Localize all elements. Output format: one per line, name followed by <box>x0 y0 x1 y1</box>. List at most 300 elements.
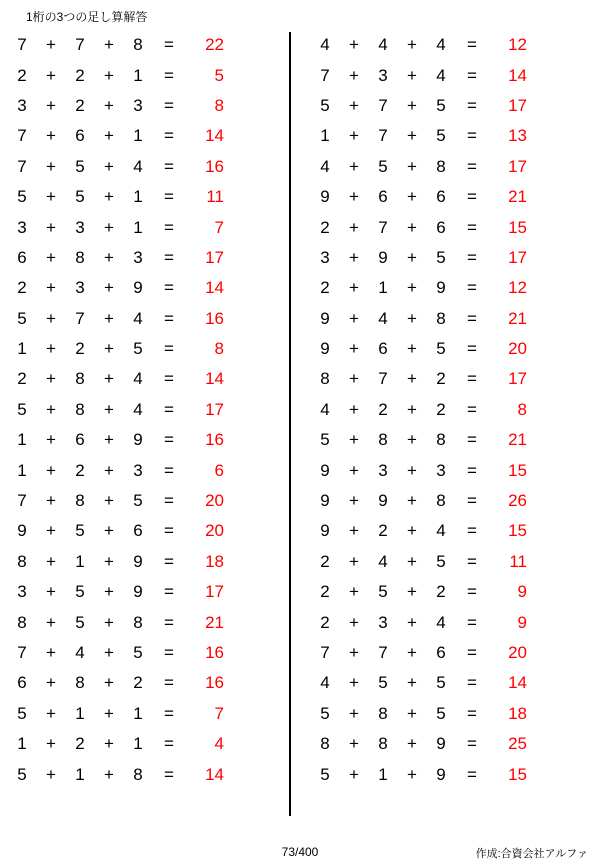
equals-icon: = <box>164 430 174 450</box>
answer-value: 15 <box>508 460 527 480</box>
equals-icon: = <box>467 643 477 662</box>
problem-row <box>8 699 297 729</box>
plus-icon: + <box>104 582 114 602</box>
operand-c: 1 <box>133 703 143 723</box>
operand-b: 2 <box>75 339 85 359</box>
equals-icon: = <box>164 156 174 176</box>
plus-icon: + <box>349 551 359 571</box>
plus-icon: + <box>349 643 359 662</box>
operand-c: 3 <box>436 460 446 480</box>
plus-icon: + <box>407 734 417 754</box>
answer-value: 14 <box>205 369 224 389</box>
answer-value: 12 <box>508 35 527 55</box>
answer-value: 15 <box>508 521 527 541</box>
plus-icon: + <box>104 673 114 693</box>
equals-icon: = <box>164 278 174 298</box>
operand-a: 4 <box>320 156 330 176</box>
operand-a: 4 <box>320 35 330 55</box>
problem-row <box>8 395 297 425</box>
equals-icon: = <box>164 65 174 85</box>
problem-row <box>8 182 297 212</box>
equals-icon: = <box>467 491 477 511</box>
problem-row <box>8 516 297 546</box>
plus-icon: + <box>349 399 359 419</box>
problem-row <box>311 91 600 121</box>
problem-row <box>311 60 600 90</box>
problem-row <box>311 486 600 516</box>
operand-a: 3 <box>17 582 27 602</box>
problem-row <box>8 30 297 60</box>
operand-c: 9 <box>133 551 143 571</box>
operand-b: 7 <box>75 308 85 328</box>
operand-c: 9 <box>436 764 446 784</box>
answer-value: 14 <box>205 278 224 298</box>
equals-icon: = <box>164 308 174 328</box>
page-title: 1桁の3つの足し算解答 <box>26 10 148 24</box>
operand-a: 5 <box>17 764 27 784</box>
operand-c: 6 <box>436 187 446 207</box>
operand-a: 9 <box>320 460 330 480</box>
plus-icon: + <box>349 491 359 511</box>
plus-icon: + <box>46 612 56 632</box>
operand-c: 8 <box>436 308 446 328</box>
problem-row <box>8 60 297 90</box>
operand-c: 5 <box>436 247 446 267</box>
problem-row <box>311 638 600 668</box>
operand-b: 8 <box>75 369 85 389</box>
plus-icon: + <box>407 35 417 55</box>
problem-row <box>311 395 600 425</box>
operand-c: 1 <box>133 734 143 754</box>
plus-icon: + <box>349 460 359 480</box>
plus-icon: + <box>46 551 56 571</box>
answer-value: 20 <box>205 521 224 541</box>
equals-icon: = <box>164 643 174 662</box>
operand-b: 4 <box>378 308 388 328</box>
operand-c: 5 <box>436 703 446 723</box>
operand-c: 5 <box>436 339 446 359</box>
operand-b: 9 <box>378 247 388 267</box>
problem-row <box>8 455 297 485</box>
plus-icon: + <box>407 156 417 176</box>
equals-icon: = <box>164 460 174 480</box>
equals-icon: = <box>164 521 174 541</box>
problem-row <box>8 486 297 516</box>
plus-icon: + <box>46 430 56 450</box>
operand-a: 5 <box>17 703 27 723</box>
left-column <box>0 30 297 820</box>
operand-b: 8 <box>75 491 85 511</box>
operand-c: 2 <box>133 673 143 693</box>
operand-b: 3 <box>75 278 85 298</box>
plus-icon: + <box>349 278 359 298</box>
equals-icon: = <box>164 399 174 419</box>
operand-b: 8 <box>75 247 85 267</box>
operand-b: 4 <box>75 643 85 662</box>
plus-icon: + <box>46 764 56 784</box>
operand-a: 9 <box>320 308 330 328</box>
answer-value: 17 <box>508 95 527 115</box>
answer-value: 5 <box>214 65 224 85</box>
equals-icon: = <box>467 582 477 602</box>
problem-row <box>311 364 600 394</box>
operand-a: 8 <box>17 551 27 571</box>
operand-b: 7 <box>378 369 388 389</box>
operand-c: 8 <box>133 612 143 632</box>
operand-a: 2 <box>17 65 27 85</box>
problem-row <box>8 364 297 394</box>
operand-c: 9 <box>436 278 446 298</box>
operand-c: 8 <box>436 430 446 450</box>
equals-icon: = <box>467 278 477 298</box>
equals-icon: = <box>467 247 477 267</box>
operand-a: 7 <box>17 491 27 511</box>
plus-icon: + <box>349 582 359 602</box>
operand-a: 7 <box>320 643 330 662</box>
equals-icon: = <box>467 460 477 480</box>
equals-icon: = <box>467 308 477 328</box>
operand-a: 7 <box>17 35 27 55</box>
plus-icon: + <box>407 65 417 85</box>
equals-icon: = <box>164 582 174 602</box>
problem-row <box>311 729 600 759</box>
operand-a: 4 <box>320 673 330 693</box>
plus-icon: + <box>46 399 56 419</box>
plus-icon: + <box>104 521 114 541</box>
operand-b: 2 <box>75 65 85 85</box>
problem-row <box>311 699 600 729</box>
problem-row <box>8 304 297 334</box>
answer-value: 21 <box>508 308 527 328</box>
answer-value: 8 <box>214 339 224 359</box>
plus-icon: + <box>349 247 359 267</box>
operand-a: 9 <box>320 339 330 359</box>
plus-icon: + <box>104 430 114 450</box>
operand-a: 3 <box>17 217 27 237</box>
answer-value: 17 <box>205 399 224 419</box>
answer-value: 25 <box>508 734 527 754</box>
operand-b: 1 <box>75 703 85 723</box>
answer-value: 13 <box>508 126 527 146</box>
column-divider <box>289 32 291 816</box>
plus-icon: + <box>104 764 114 784</box>
plus-icon: + <box>407 521 417 541</box>
operand-a: 5 <box>320 703 330 723</box>
operand-a: 7 <box>17 643 27 662</box>
operand-a: 3 <box>17 95 27 115</box>
equals-icon: = <box>467 399 477 419</box>
operand-c: 4 <box>436 65 446 85</box>
problem-row <box>8 243 297 273</box>
plus-icon: + <box>46 369 56 389</box>
plus-icon: + <box>349 35 359 55</box>
operand-c: 1 <box>133 217 143 237</box>
operand-a: 2 <box>320 582 330 602</box>
operand-a: 2 <box>320 217 330 237</box>
plus-icon: + <box>407 126 417 146</box>
operand-b: 2 <box>75 460 85 480</box>
operand-b: 2 <box>378 521 388 541</box>
answer-value: 4 <box>214 734 224 754</box>
plus-icon: + <box>407 187 417 207</box>
equals-icon: = <box>467 703 477 723</box>
operand-a: 5 <box>320 430 330 450</box>
operand-c: 8 <box>436 156 446 176</box>
operand-b: 3 <box>378 612 388 632</box>
equals-icon: = <box>467 551 477 571</box>
plus-icon: + <box>46 156 56 176</box>
answer-value: 17 <box>508 247 527 267</box>
operand-b: 5 <box>75 582 85 602</box>
plus-icon: + <box>407 308 417 328</box>
answer-value: 22 <box>205 35 224 55</box>
answer-value: 18 <box>205 551 224 571</box>
plus-icon: + <box>46 308 56 328</box>
operand-b: 6 <box>378 187 388 207</box>
equals-icon: = <box>467 369 477 389</box>
operand-b: 1 <box>75 551 85 571</box>
operand-a: 9 <box>320 521 330 541</box>
problem-row <box>311 577 600 607</box>
plus-icon: + <box>349 521 359 541</box>
plus-icon: + <box>104 339 114 359</box>
answer-value: 17 <box>205 582 224 602</box>
answer-value: 7 <box>214 703 224 723</box>
operand-b: 7 <box>378 126 388 146</box>
answer-value: 21 <box>205 612 224 632</box>
operand-c: 4 <box>436 35 446 55</box>
plus-icon: + <box>407 95 417 115</box>
right-column <box>297 30 600 820</box>
problem-row <box>311 243 600 273</box>
answer-value: 6 <box>214 460 224 480</box>
credit-text: 作成:合資会社アルファ <box>475 848 588 860</box>
equals-icon: = <box>467 187 477 207</box>
operand-a: 1 <box>17 430 27 450</box>
plus-icon: + <box>349 703 359 723</box>
plus-icon: + <box>349 612 359 632</box>
operand-b: 4 <box>378 551 388 571</box>
operand-c: 5 <box>436 95 446 115</box>
problem-row <box>8 334 297 364</box>
problem-row <box>311 152 600 182</box>
plus-icon: + <box>46 673 56 693</box>
plus-icon: + <box>407 582 417 602</box>
answer-value: 21 <box>508 187 527 207</box>
answer-value: 12 <box>508 278 527 298</box>
operand-c: 5 <box>436 551 446 571</box>
operand-b: 2 <box>75 95 85 115</box>
plus-icon: + <box>104 369 114 389</box>
answer-value: 18 <box>508 703 527 723</box>
equals-icon: = <box>467 126 477 146</box>
operand-b: 8 <box>75 673 85 693</box>
equals-icon: = <box>467 156 477 176</box>
operand-b: 5 <box>378 582 388 602</box>
plus-icon: + <box>104 278 114 298</box>
problem-row <box>8 638 297 668</box>
plus-icon: + <box>104 308 114 328</box>
equals-icon: = <box>164 217 174 237</box>
problem-row <box>311 607 600 637</box>
problem-row <box>8 121 297 151</box>
operand-b: 8 <box>378 703 388 723</box>
equals-icon: = <box>164 703 174 723</box>
operand-c: 1 <box>133 65 143 85</box>
plus-icon: + <box>46 703 56 723</box>
plus-icon: + <box>104 399 114 419</box>
operand-c: 5 <box>436 673 446 693</box>
plus-icon: + <box>349 369 359 389</box>
equals-icon: = <box>467 734 477 754</box>
operand-c: 6 <box>436 643 446 662</box>
operand-a: 6 <box>17 247 27 267</box>
operand-c: 2 <box>436 369 446 389</box>
operand-a: 3 <box>320 247 330 267</box>
plus-icon: + <box>349 217 359 237</box>
plus-icon: + <box>104 247 114 267</box>
plus-icon: + <box>407 703 417 723</box>
plus-icon: + <box>349 95 359 115</box>
operand-c: 1 <box>133 187 143 207</box>
equals-icon: = <box>467 673 477 693</box>
operand-c: 9 <box>436 734 446 754</box>
plus-icon: + <box>46 339 56 359</box>
operand-c: 6 <box>436 217 446 237</box>
plus-icon: + <box>46 65 56 85</box>
operand-c: 4 <box>133 156 143 176</box>
plus-icon: + <box>104 156 114 176</box>
problem-row <box>8 577 297 607</box>
operand-c: 5 <box>133 643 143 662</box>
equals-icon: = <box>164 551 174 571</box>
equals-icon: = <box>467 339 477 359</box>
answer-value: 15 <box>508 764 527 784</box>
answer-value: 9 <box>517 612 527 632</box>
problem-row <box>8 273 297 303</box>
plus-icon: + <box>407 612 417 632</box>
problem-row <box>311 516 600 546</box>
plus-icon: + <box>46 643 56 662</box>
answer-value: 15 <box>508 217 527 237</box>
plus-icon: + <box>407 339 417 359</box>
operand-a: 4 <box>320 399 330 419</box>
equals-icon: = <box>467 65 477 85</box>
answer-value: 21 <box>508 430 527 450</box>
operand-a: 5 <box>17 308 27 328</box>
operand-b: 5 <box>378 156 388 176</box>
plus-icon: + <box>104 612 114 632</box>
answer-value: 9 <box>517 582 527 602</box>
operand-c: 4 <box>133 369 143 389</box>
plus-icon: + <box>104 217 114 237</box>
plus-icon: + <box>46 460 56 480</box>
equals-icon: = <box>467 95 477 115</box>
plus-icon: + <box>349 65 359 85</box>
operand-a: 9 <box>320 187 330 207</box>
problem-row <box>8 91 297 121</box>
operand-b: 5 <box>75 187 85 207</box>
operand-b: 5 <box>75 521 85 541</box>
plus-icon: + <box>407 491 417 511</box>
operand-a: 5 <box>17 399 27 419</box>
plus-icon: + <box>104 703 114 723</box>
operand-a: 9 <box>17 521 27 541</box>
operand-a: 2 <box>320 278 330 298</box>
operand-b: 7 <box>75 35 85 55</box>
answer-value: 16 <box>205 156 224 176</box>
plus-icon: + <box>46 521 56 541</box>
operand-b: 1 <box>75 764 85 784</box>
plus-icon: + <box>46 126 56 146</box>
answer-value: 20 <box>508 339 527 359</box>
plus-icon: + <box>46 95 56 115</box>
operand-c: 5 <box>133 491 143 511</box>
plus-icon: + <box>46 278 56 298</box>
operand-c: 2 <box>436 399 446 419</box>
answer-value: 11 <box>509 551 527 571</box>
answer-value: 14 <box>205 126 224 146</box>
operand-b: 6 <box>378 339 388 359</box>
answer-value: 20 <box>205 491 224 511</box>
problem-row <box>311 182 600 212</box>
operand-b: 9 <box>378 491 388 511</box>
operand-b: 5 <box>75 612 85 632</box>
operand-a: 7 <box>17 126 27 146</box>
plus-icon: + <box>46 187 56 207</box>
operand-c: 3 <box>133 95 143 115</box>
operand-c: 8 <box>133 764 143 784</box>
problem-row <box>311 759 600 789</box>
operand-a: 2 <box>17 278 27 298</box>
problem-row <box>311 30 600 60</box>
plus-icon: + <box>104 187 114 207</box>
problem-row <box>8 152 297 182</box>
operand-c: 5 <box>133 339 143 359</box>
equals-icon: = <box>467 430 477 450</box>
answer-value: 16 <box>205 308 224 328</box>
plus-icon: + <box>104 734 114 754</box>
answer-value: 7 <box>214 217 224 237</box>
operand-b: 4 <box>378 35 388 55</box>
plus-icon: + <box>104 491 114 511</box>
operand-b: 2 <box>75 734 85 754</box>
operand-a: 1 <box>320 126 330 146</box>
plus-icon: + <box>349 187 359 207</box>
problem-row <box>8 607 297 637</box>
operand-a: 7 <box>320 65 330 85</box>
answer-value: 16 <box>205 673 224 693</box>
problem-row <box>8 425 297 455</box>
operand-b: 8 <box>75 399 85 419</box>
equals-icon: = <box>164 491 174 511</box>
equals-icon: = <box>164 126 174 146</box>
equals-icon: = <box>164 339 174 359</box>
plus-icon: + <box>407 460 417 480</box>
answer-value: 8 <box>517 399 527 419</box>
operand-b: 8 <box>378 430 388 450</box>
plus-icon: + <box>104 35 114 55</box>
answer-value: 8 <box>214 95 224 115</box>
operand-b: 3 <box>378 460 388 480</box>
operand-b: 7 <box>378 643 388 662</box>
plus-icon: + <box>104 551 114 571</box>
problem-row <box>311 668 600 698</box>
plus-icon: + <box>104 643 114 662</box>
plus-icon: + <box>407 643 417 662</box>
plus-icon: + <box>104 65 114 85</box>
plus-icon: + <box>46 217 56 237</box>
